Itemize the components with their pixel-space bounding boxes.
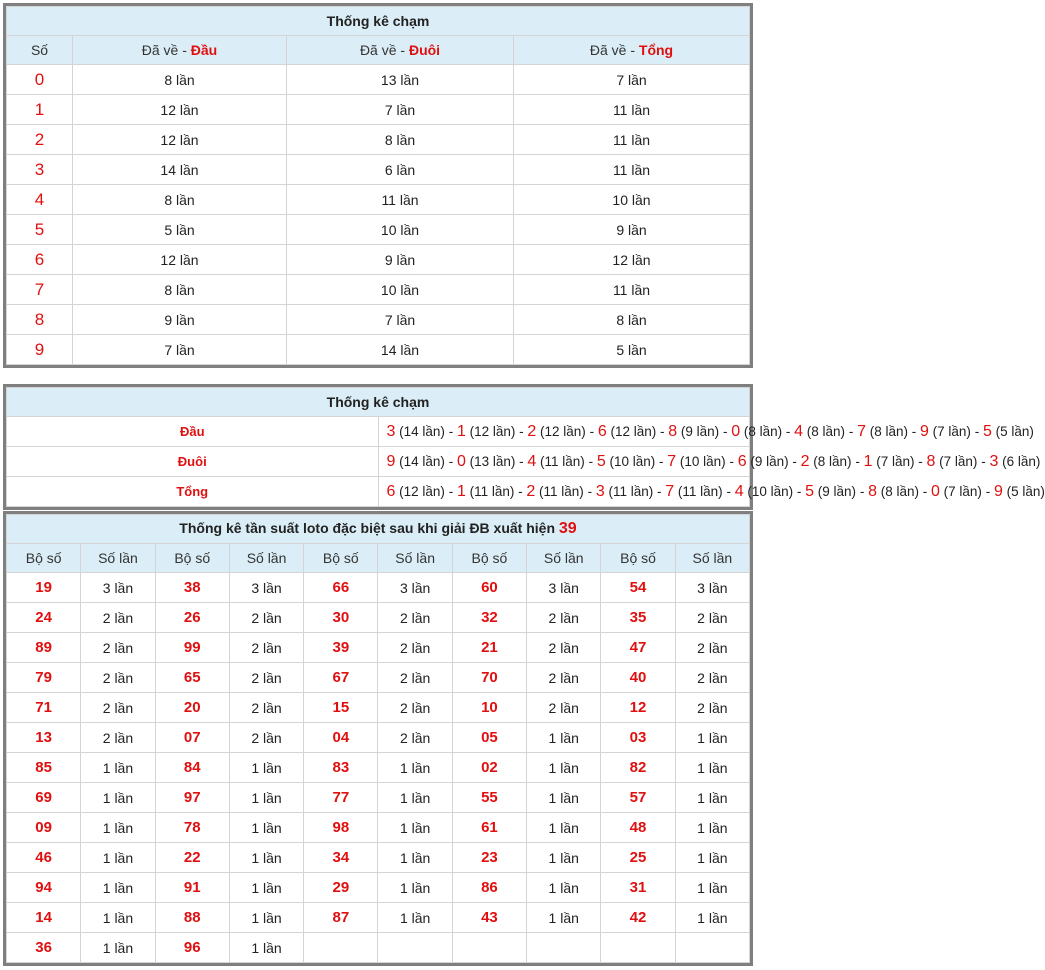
freq-so-lan: 2 lần [378,603,452,633]
cham-tong-count: 9 lần [514,215,750,245]
cham-sorted-row [7,447,750,477]
cham-sorted-count: (14 lần) [395,453,445,469]
cham-dau-count: 14 lần [73,155,287,185]
freq-bo-so: 05 [452,723,526,753]
cham-sorted-digit: 9 [920,422,929,440]
cham-sorted-label: Đuôi [7,447,379,477]
freq-so-lan: 1 lần [527,903,601,933]
cham-sorted-count: (8 lần) [876,483,919,499]
freq-table-box [3,511,753,966]
cham-sorted-digit: 5 [596,452,606,470]
freq-so-lan: 1 lần [81,933,155,963]
cham-sorted-count: (7 lần) [872,453,915,469]
freq-table [6,514,750,963]
freq-so-lan: 2 lần [378,633,452,663]
freq-so-lan: 1 lần [378,873,452,903]
freq-row [7,753,750,783]
freq-bo-so: 46 [7,843,81,873]
freq-so-lan: 2 lần [81,603,155,633]
header-bo-so: Bộ số [452,544,526,573]
cham-duoi-count: 14 lần [287,335,514,365]
cham-dau-count: 12 lần [73,125,287,155]
cham-duoi-count: 9 lần [287,245,514,275]
cham-digit: 9 [7,335,73,365]
cham-sorted-count: (5 lần) [1002,483,1045,499]
freq-so-lan: 2 lần [527,603,601,633]
cham-sorted-title: Thống kê chạm [7,388,750,417]
cham-sorted-sequence: 9 (14 lần) - 0 (13 lần) - 4 (11 lần) - 5 (10 lần) - 7 (10 lần) - 6 (9 lần) - 2 (8 lần) - 1 (7 lần) - 8 (7 lần) - 3 (6 lần) [378,447,750,477]
cham-sorted-count: (9 lần) [746,453,789,469]
freq-so-lan: 2 lần [527,663,601,693]
cham-sorted-digit: 0 [731,422,741,440]
freq-so-lan: 2 lần [229,633,303,663]
cham-duoi-count: 8 lần [287,125,514,155]
freq-bo-so: 43 [452,903,526,933]
freq-so-lan: 2 lần [675,663,749,693]
freq-bo-so: 54 [601,573,675,603]
freq-bo-so: 96 [155,933,229,963]
freq-bo-so: 31 [601,873,675,903]
freq-bo-so: 21 [452,633,526,663]
freq-bo-so: 67 [304,663,378,693]
header-so-lan: Số lần [81,544,155,573]
cham-tong-count: 11 lần [514,95,750,125]
cham-table-header [7,36,750,65]
freq-so-lan: 1 lần [81,903,155,933]
freq-bo-so: 82 [601,753,675,783]
cham-sorted-digit: 0 [931,482,940,500]
freq-bo-so: 84 [155,753,229,783]
freq-bo-so: 35 [601,603,675,633]
cham-tong-count: 11 lần [514,125,750,155]
cham-sorted-digit: 6 [597,422,607,440]
cham-sorted-count: (11 lần) [535,483,584,499]
freq-bo-so: 38 [155,573,229,603]
freq-bo-so: 19 [7,573,81,603]
freq-bo-so: 40 [601,663,675,693]
freq-bo-so: 79 [7,663,81,693]
freq-bo-so: 66 [304,573,378,603]
freq-bo-so: 87 [304,903,378,933]
cham-sorted-digit: 4 [794,422,804,440]
cham-sorted-count: (14 lần) [395,423,445,439]
cham-sorted-count: (7 lần) [935,453,978,469]
cham-sorted-digit: 0 [456,452,466,470]
cham-sorted-count: (8 lần) [803,423,846,439]
freq-so-lan: 1 lần [378,783,452,813]
cham-sorted-digit: 1 [863,452,873,470]
cham-dau-count: 9 lần [73,305,287,335]
freq-table-header [7,544,750,573]
freq-bo-so: 22 [155,843,229,873]
freq-bo-so: 69 [7,783,81,813]
freq-row [7,603,750,633]
freq-so-lan: 3 lần [81,573,155,603]
cham-tong-count: 5 lần [514,335,750,365]
freq-bo-so: 57 [601,783,675,813]
cham-sorted-digit: 5 [982,422,992,440]
freq-so-lan: 3 lần [378,573,452,603]
freq-so-lan: 1 lần [675,903,749,933]
freq-so-lan: 3 lần [675,573,749,603]
cham-sorted-count: (7 lần) [928,423,971,439]
freq-bo-so: 83 [304,753,378,783]
cham-digit: 2 [7,125,73,155]
freq-bo-so: 23 [452,843,526,873]
freq-so-lan: 2 lần [378,663,452,693]
freq-bo-so: 13 [7,723,81,753]
freq-bo-so [304,933,378,963]
cham-duoi-count: 10 lần [287,215,514,245]
freq-bo-so: 91 [155,873,229,903]
freq-so-lan: 1 lần [229,843,303,873]
cham-sorted-count: (8 lần) [865,423,908,439]
cham-duoi-count: 7 lần [287,305,514,335]
cham-row [7,65,750,95]
freq-bo-so: 65 [155,663,229,693]
freq-so-lan: 1 lần [527,723,601,753]
cham-sorted-count: (12 lần) [606,423,657,439]
cham-sorted-table [6,387,1045,507]
freq-so-lan: 2 lần [675,693,749,723]
freq-bo-so: 30 [304,603,378,633]
freq-row [7,723,750,753]
freq-so-lan: 1 lần [675,843,749,873]
freq-so-lan: 1 lần [229,753,303,783]
freq-so-lan: 3 lần [527,573,601,603]
cham-sorted-digit: 7 [667,452,677,470]
freq-bo-so: 15 [304,693,378,723]
cham-sorted-count: (8 lần) [809,453,852,469]
cham-tong-count: 12 lần [514,245,750,275]
cham-sorted-count: (12 lần) [395,483,445,499]
freq-bo-so: 86 [452,873,526,903]
freq-so-lan: 2 lần [81,723,155,753]
freq-bo-so: 70 [452,663,526,693]
cham-sorted-count: (13 lần) [465,453,516,469]
cham-row [7,335,750,365]
freq-so-lan: 1 lần [81,753,155,783]
freq-so-lan: 2 lần [81,633,155,663]
cham-sorted-digit: 6 [386,482,396,500]
freq-bo-so: 09 [7,813,81,843]
cham-sorted-digit: 8 [868,482,877,500]
cham-row [7,125,750,155]
freq-so-lan: 1 lần [675,723,749,753]
cham-sorted-count: (10 lần) [605,453,656,469]
freq-bo-so: 47 [601,633,675,663]
cham-sorted-count: (9 lần) [814,483,857,499]
freq-so-lan [527,933,601,963]
freq-bo-so: 03 [601,723,675,753]
freq-so-lan: 1 lần [527,843,601,873]
freq-bo-so: 85 [7,753,81,783]
freq-bo-so: 10 [452,693,526,723]
header-bo-so: Bộ số [155,544,229,573]
cham-duoi-count: 10 lần [287,275,514,305]
freq-bo-so: 07 [155,723,229,753]
freq-row [7,843,750,873]
cham-sorted-count: (12 lần) [465,423,516,439]
header-so-lan: Số lần [675,544,749,573]
freq-bo-so: 88 [155,903,229,933]
freq-bo-so: 98 [304,813,378,843]
freq-bo-so [452,933,526,963]
cham-sorted-digit: 7 [857,422,866,440]
freq-so-lan: 2 lần [675,633,749,663]
cham-table-title: Thống kê chạm [7,7,750,36]
freq-so-lan [675,933,749,963]
cham-dau-count: 5 lần [73,215,287,245]
cham-tong-count: 8 lần [514,305,750,335]
freq-bo-so: 61 [452,813,526,843]
cham-table [6,6,750,365]
freq-so-lan: 1 lần [81,813,155,843]
cham-sorted-digit: 3 [386,422,396,440]
freq-row [7,873,750,903]
freq-bo-so: 12 [601,693,675,723]
freq-bo-so: 55 [452,783,526,813]
freq-so-lan: 1 lần [675,873,749,903]
cham-sorted-count: (12 lần) [536,423,586,439]
cham-sorted-digit: 8 [926,452,936,470]
freq-table-title: Thống kê tần suất loto đặc biệt sau khi giải ĐB xuất hiện 39 [7,515,750,544]
cham-sorted-count: (9 lần) [677,423,720,439]
freq-bo-so: 25 [601,843,675,873]
freq-so-lan: 2 lần [675,603,749,633]
cham-tong-count: 11 lần [514,275,750,305]
freq-bo-so: 60 [452,573,526,603]
freq-so-lan: 1 lần [675,813,749,843]
cham-duoi-count: 11 lần [287,185,514,215]
freq-so-lan: 1 lần [81,783,155,813]
freq-so-lan: 1 lần [229,933,303,963]
freq-row [7,903,750,933]
cham-sorted-digit: 4 [527,452,537,470]
freq-so-lan: 3 lần [229,573,303,603]
cham-row [7,185,750,215]
cham-sorted-digit: 6 [737,452,747,470]
freq-so-lan: 1 lần [81,843,155,873]
freq-so-lan: 2 lần [229,723,303,753]
freq-so-lan: 2 lần [527,693,601,723]
freq-row [7,693,750,723]
header-tong: Đã về - Tổng [514,36,750,65]
cham-sorted-digit: 2 [800,452,810,470]
cham-row [7,95,750,125]
freq-so-lan: 2 lần [229,603,303,633]
cham-tong-count: 10 lần [514,185,750,215]
freq-so-lan: 1 lần [378,753,452,783]
cham-sorted-digit: 8 [668,422,678,440]
cham-sorted-digit: 9 [993,482,1003,500]
header-so: Số [7,36,73,65]
cham-sorted-sequence: 6 (12 lần) - 1 (11 lần) - 2 (11 lần) - 3 (11 lần) - 7 (11 lần) - 4 (10 lần) - 5 (9 lần) - 8 (8 lần) - 0 (7 lần) - 9 (5 lần) [378,477,750,507]
freq-bo-so: 14 [7,903,81,933]
cham-dau-count: 12 lần [73,245,287,275]
freq-bo-so: 71 [7,693,81,723]
freq-so-lan: 2 lần [378,693,452,723]
header-bo-so: Bộ số [7,544,81,573]
freq-so-lan: 2 lần [378,723,452,753]
cham-digit: 5 [7,215,73,245]
cham-digit: 3 [7,155,73,185]
freq-bo-so [601,933,675,963]
freq-so-lan: 1 lần [527,783,601,813]
cham-digit: 1 [7,95,73,125]
cham-digit: 4 [7,185,73,215]
freq-so-lan: 2 lần [229,663,303,693]
cham-sorted-count: (11 lần) [536,453,585,469]
cham-dau-count: 7 lần [73,335,287,365]
cham-row [7,305,750,335]
freq-so-lan: 1 lần [675,783,749,813]
cham-sorted-digit: 4 [734,482,744,500]
cham-sorted-digit: 2 [526,482,536,500]
cham-sorted-count: (7 lần) [939,483,982,499]
cham-sorted-box [3,384,1045,510]
freq-bo-so: 34 [304,843,378,873]
freq-bo-so: 94 [7,873,81,903]
cham-row [7,245,750,275]
cham-sorted-count: (11 lần) [465,483,515,499]
freq-so-lan: 2 lần [81,663,155,693]
cham-row [7,275,750,305]
freq-so-lan: 1 lần [229,783,303,813]
cham-tong-count: 11 lần [514,155,750,185]
cham-sorted-row [7,417,750,447]
freq-bo-so: 29 [304,873,378,903]
freq-bo-so: 32 [452,603,526,633]
freq-so-lan: 1 lần [81,873,155,903]
freq-so-lan: 2 lần [81,693,155,723]
freq-bo-so: 20 [155,693,229,723]
cham-sorted-count: (5 lần) [991,423,1034,439]
cham-sorted-digit: 5 [805,482,815,500]
freq-row [7,663,750,693]
freq-bo-so: 26 [155,603,229,633]
header-duoi: Đã về - Đuôi [287,36,514,65]
cham-tong-count: 7 lần [514,65,750,95]
cham-sorted-label: Đầu [7,417,379,447]
freq-so-lan: 1 lần [378,903,452,933]
freq-so-lan: 1 lần [527,753,601,783]
header-bo-so: Bộ số [304,544,378,573]
freq-bo-so: 99 [155,633,229,663]
cham-dau-count: 8 lần [73,275,287,305]
freq-bo-so: 78 [155,813,229,843]
freq-bo-so: 89 [7,633,81,663]
cham-sorted-digit: 7 [665,482,675,500]
freq-bo-so: 77 [304,783,378,813]
cham-digit: 6 [7,245,73,275]
cham-sorted-digit: 3 [595,482,605,500]
cham-digit: 7 [7,275,73,305]
freq-so-lan: 2 lần [527,633,601,663]
freq-bo-so: 04 [304,723,378,753]
cham-duoi-count: 6 lần [287,155,514,185]
freq-so-lan: 1 lần [527,813,601,843]
freq-so-lan [378,933,452,963]
freq-so-lan: 2 lần [229,693,303,723]
cham-sorted-count: (8 lần) [740,423,783,439]
header-so-lan: Số lần [527,544,601,573]
cham-sorted-count: (10 lần) [743,483,794,499]
freq-bo-so: 36 [7,933,81,963]
header-so-lan: Số lần [229,544,303,573]
header-so-lan: Số lần [378,544,452,573]
freq-so-lan: 1 lần [229,813,303,843]
cham-sorted-count: (11 lần) [604,483,654,499]
cham-dau-count: 8 lần [73,185,287,215]
cham-sorted-sequence: 3 (14 lần) - 1 (12 lần) - 2 (12 lần) - 6 (12 lần) - 8 (9 lần) - 0 (8 lần) - 4 (8 lần) - 7 (8 lần) - 9 (7 lần) - 5 (5 lần) [378,417,750,447]
cham-sorted-digit: 2 [527,422,537,440]
freq-bo-so: 48 [601,813,675,843]
freq-row [7,813,750,843]
freq-so-lan: 1 lần [378,813,452,843]
freq-so-lan: 1 lần [378,843,452,873]
cham-dau-count: 8 lần [73,65,287,95]
header-bo-so: Bộ số [601,544,675,573]
freq-row [7,933,750,963]
freq-so-lan: 1 lần [527,873,601,903]
freq-row [7,783,750,813]
cham-duoi-count: 13 lần [287,65,514,95]
cham-digit: 8 [7,305,73,335]
cham-sorted-digit: 1 [456,482,466,500]
cham-dau-count: 12 lần [73,95,287,125]
cham-row [7,155,750,185]
freq-so-lan: 1 lần [675,753,749,783]
freq-row [7,633,750,663]
cham-duoi-count: 7 lần [287,95,514,125]
cham-sorted-label: Tổng [7,477,379,507]
freq-bo-so: 39 [304,633,378,663]
freq-so-lan: 1 lần [229,873,303,903]
cham-sorted-digit: 3 [989,452,999,470]
cham-digit: 0 [7,65,73,95]
freq-so-lan: 1 lần [229,903,303,933]
cham-sorted-count: (10 lần) [676,453,726,469]
cham-table-box [3,3,753,368]
freq-bo-so: 97 [155,783,229,813]
freq-bo-so: 42 [601,903,675,933]
freq-row [7,573,750,603]
cham-row [7,215,750,245]
cham-sorted-digit: 1 [456,422,466,440]
cham-sorted-count: (6 lần) [998,453,1041,469]
header-dau: Đã về - Đầu [73,36,287,65]
cham-sorted-row [7,477,750,507]
freq-bo-so: 24 [7,603,81,633]
cham-sorted-digit: 9 [386,452,396,470]
freq-bo-so: 02 [452,753,526,783]
cham-sorted-count: (11 lần) [674,483,723,499]
